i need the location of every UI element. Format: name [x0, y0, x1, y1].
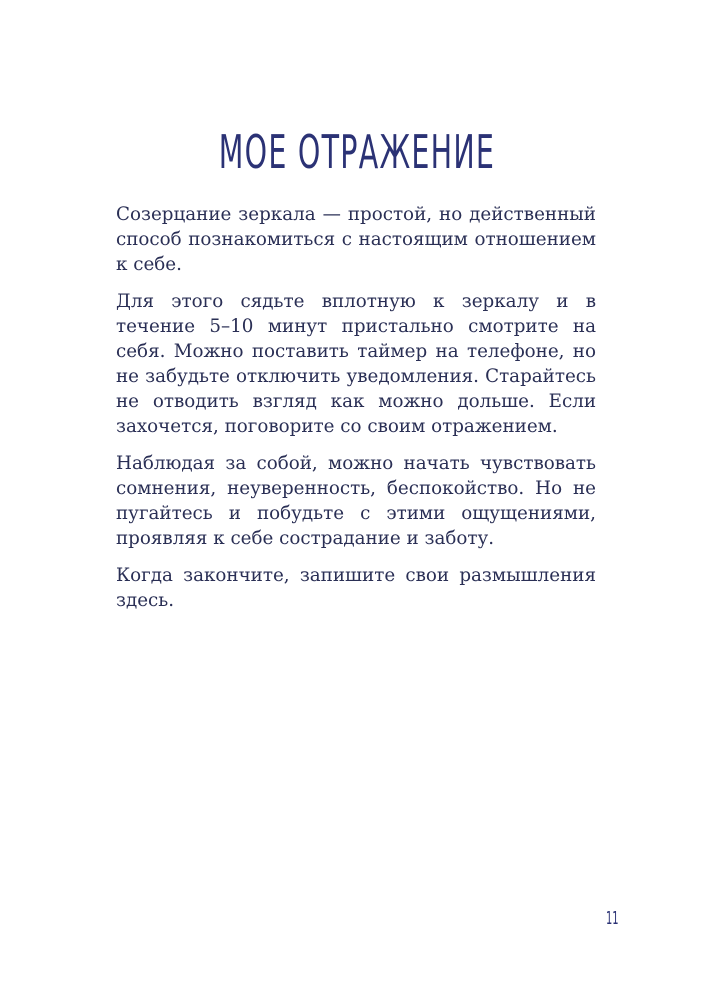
page-title: МОЕ ОТРАЖЕНИЕ	[218, 125, 496, 179]
paragraph-2: Для этого сядьте вплотную к зеркалу и в течение 5–10 минут пристально смотрите на себя. Можно поставить таймер на телефоне, но не забудьте отключить уведомления. Старайтесь не отводить взгляд как можно дольше. Если захочется, поговорите со своим отражением.	[116, 291, 596, 437]
page-number: 11	[606, 908, 619, 929]
paragraph-1: Созерцание зеркала — простой, но действенный способ познакомиться с настоящим отношением к себе.	[116, 204, 596, 275]
paragraph-3: Наблюдая за собой, можно начать чувствовать сомнения, неуверенность, беспокойство. Но не пугайтесь и побудьте с этими ощущениями, проявляя к себе сострадание и заботу.	[116, 453, 596, 549]
body-text	[116, 202, 596, 625]
paragraph-4: Когда закончите, запишите свои размышления здесь.	[116, 565, 596, 611]
